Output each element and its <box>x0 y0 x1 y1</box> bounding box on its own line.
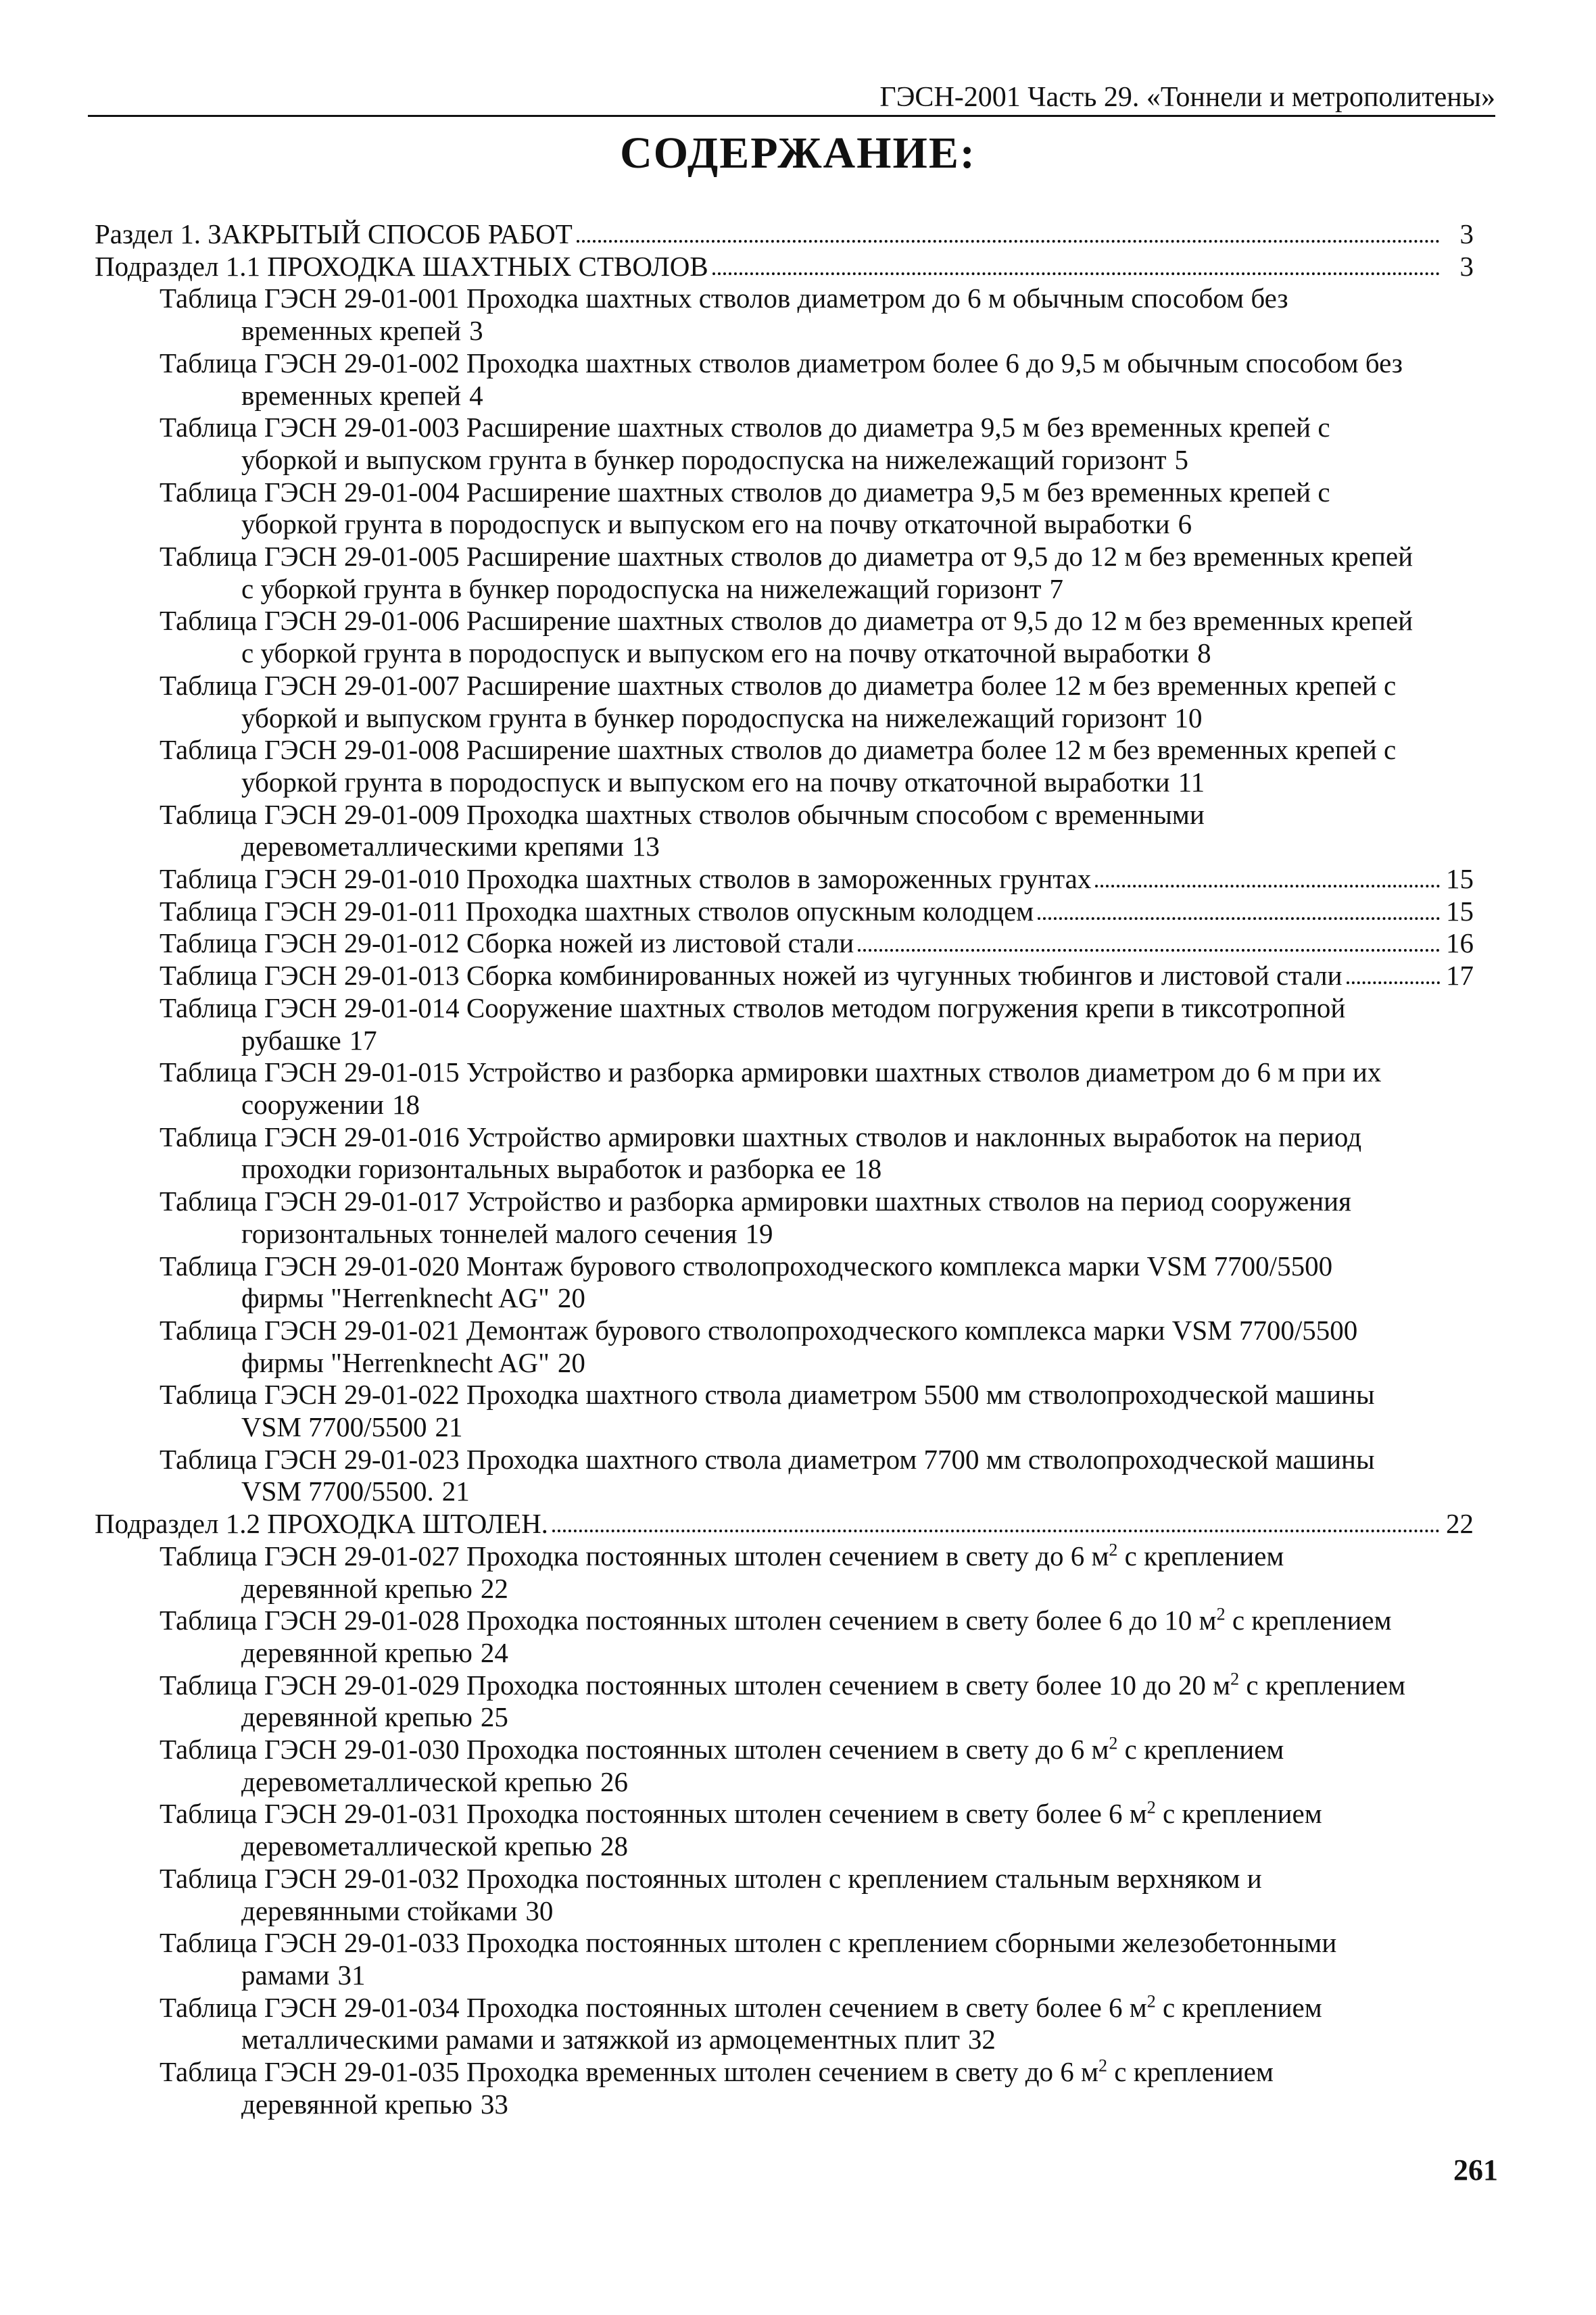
toc-table-entry <box>95 734 1474 798</box>
toc-entry-text: с уборкой грунта в породоспуск и выпуском его на почву откаточной выработки <box>241 637 1190 669</box>
toc-entry-text: Таблица ГЭСН 29-01-004 Расширение шахтных стволов до диаметра 9,5 м без временных крепей с <box>160 476 1330 508</box>
toc-entry-text: Подраздел 1.1 ПРОХОДКА ШАХТНЫХ СТВОЛОВ <box>95 250 708 282</box>
toc-page-number: 8 <box>1197 637 1211 669</box>
toc-page-number: 17 <box>1446 960 1474 992</box>
toc-page-number: 20 <box>557 1346 585 1378</box>
toc-table-entry <box>95 1605 1474 1669</box>
toc-page-number: 10 <box>1174 702 1203 733</box>
toc-entry-text: деревометаллическими крепями <box>241 831 624 862</box>
toc-entry-text: Таблица ГЭСН 29-01-007 Расширение шахтных стволов до диаметра более 12 м без временных крепей с <box>160 669 1397 701</box>
toc-page-number: 16 <box>1446 927 1474 959</box>
toc-table-entry <box>95 412 1474 476</box>
toc-entry-text: проходки горизонтальных выработок и разборка ее <box>241 1153 846 1185</box>
toc-entry-text: Таблица ГЭСН 29-01-009 Проходка шахтных стволов обычным способом с временными <box>160 798 1205 830</box>
page-number: 261 <box>1453 2153 1498 2187</box>
toc-table-entry <box>95 927 1474 960</box>
toc-page-number: 31 <box>337 1959 366 1991</box>
toc-page-number: 20 <box>557 1282 585 1314</box>
toc-entry-text: деревометаллической крепью <box>241 1765 592 1797</box>
toc-section-entry <box>95 251 1474 283</box>
toc-section-entry <box>95 1508 1474 1540</box>
toc-entry-text: Таблица ГЭСН 29-01-016 Устройство армировки шахтных стволов и наклонных выработок на период <box>160 1121 1362 1152</box>
toc-entry-text: Подраздел 1.2 ПРОХОДКА ШТОЛЕН. <box>95 1508 548 1540</box>
toc-entry-text: деревянными стойками <box>241 1895 518 1926</box>
toc-entry-text: Таблица ГЭСН 29-01-035 Проходка временных штолен сечением в свету до 6 $м^2$ с креплением <box>160 2055 1274 2088</box>
toc-entry-text: деревометаллической крепью <box>241 1830 592 1862</box>
toc-page-number: 5 <box>1174 443 1189 475</box>
toc-entry-text: Таблица ГЭСН 29-01-031 Проходка постоянных штолен сечением в свету более 6 $м^2$ с креплением <box>160 1797 1322 1830</box>
toc-table-entry <box>95 283 1474 347</box>
toc-entry-text: Таблица ГЭСН 29-01-021 Демонтаж бурового стволопроходческого комплекса марки VSM 7700/5500 <box>160 1314 1358 1346</box>
toc-entry-text: деревянной крепью <box>241 2088 473 2120</box>
toc-entry-text: временных крепей <box>241 315 462 347</box>
toc-page-number: 4 <box>469 379 483 411</box>
toc-page-number: 21 <box>441 1476 470 1507</box>
toc-table-entry <box>95 605 1474 669</box>
toc-page-number: 21 <box>435 1411 463 1443</box>
toc-entry-text: Таблица ГЭСН 29-01-010 Проходка шахтных стволов в замороженных грунтах <box>160 863 1092 895</box>
toc-table-entry <box>95 2056 1474 2120</box>
dot-leader <box>858 949 1440 952</box>
toc-entry-text: Таблица ГЭСН 29-01-003 Расширение шахтных стволов до диаметра 9,5 м без временных крепей с <box>160 412 1330 443</box>
toc-table-entry <box>95 1670 1474 1734</box>
toc-entry-text: Таблица ГЭСН 29-01-033 Проходка постоянных штолен с креплением сборными железобетонными <box>160 1927 1337 1959</box>
page-title: СОДЕРЖАНИЕ: <box>620 128 976 178</box>
toc-table-entry <box>95 670 1474 734</box>
dot-leader <box>712 272 1440 275</box>
toc-page-number: 32 <box>967 2024 996 2055</box>
toc-table-entry <box>95 1444 1474 1508</box>
toc-table-entry <box>95 799 1474 863</box>
toc-page-number: 17 <box>349 1024 377 1056</box>
toc-page-number: 22 <box>1446 1508 1474 1540</box>
toc-page-number: 24 <box>480 1636 508 1668</box>
dot-leader <box>1347 981 1440 984</box>
toc-entry-text: фирмы "Herrenknecht AG" <box>241 1282 550 1314</box>
toc-table-entry <box>95 992 1474 1056</box>
toc-page-number: 11 <box>1178 766 1205 798</box>
toc-entry-text: металлическими рамами и затяжкой из армоцементных плит <box>241 2024 960 2055</box>
toc-entry-text: временных крепей <box>241 379 462 411</box>
toc-table-entry <box>95 1540 1474 1605</box>
toc-table-entry <box>95 1315 1474 1379</box>
toc-table-entry <box>95 1992 1474 2056</box>
toc-entry-text: Таблица ГЭСН 29-01-014 Сооружение шахтных стволов методом погружения крепи в тиксотропной <box>160 992 1346 1023</box>
toc-entry-text: Таблица ГЭСН 29-01-006 Расширение шахтных стволов до диаметра от 9,5 до 12 м без временных крепей <box>160 605 1413 637</box>
toc-page-number: 3 <box>1459 250 1474 282</box>
toc-table-entry <box>95 1250 1474 1315</box>
toc-entry-text: деревянной крепью <box>241 1572 473 1604</box>
dot-leader <box>1038 917 1440 920</box>
toc-entry-text: Таблица ГЭСН 29-01-023 Проходка шахтного ствола диаметром 7700 мм стволопроходческой машины <box>160 1443 1375 1475</box>
toc-table-entry <box>95 863 1474 896</box>
toc-table-entry <box>95 1734 1474 1798</box>
toc-entry-text: Таблица ГЭСН 29-01-001 Проходка шахтных стволов диаметром до 6 м обычным способом без <box>160 283 1288 314</box>
dot-leader <box>552 1530 1440 1532</box>
toc-page-number: 22 <box>480 1572 508 1604</box>
toc-table-entry <box>95 477 1474 541</box>
toc-entry-text: VSM 7700/5500. <box>241 1476 434 1507</box>
toc-entry-text: Таблица ГЭСН 29-01-005 Расширение шахтных стволов до диаметра от 9,5 до 12 м без временных крепей <box>160 541 1413 572</box>
toc-entry-text: с уборкой грунта в бункер породоспуска на нижележащий горизонт <box>241 572 1042 604</box>
toc-entry-text: деревянной крепью <box>241 1701 473 1733</box>
toc-page-number: 33 <box>480 2088 508 2120</box>
toc-entry-text: Таблица ГЭСН 29-01-012 Сборка ножей из листовой стали <box>160 927 854 959</box>
toc-page-number: 15 <box>1446 895 1474 927</box>
toc-page-number: 3 <box>1459 218 1474 249</box>
toc-entry-text: Таблица ГЭСН 29-01-028 Проходка постоянных штолен сечением в свету более 6 до 10 $м^2$ с креплением <box>160 1604 1392 1636</box>
dot-leader <box>577 240 1440 243</box>
toc-entry-text: Таблица ГЭСН 29-01-022 Проходка шахтного ствола диаметром 5500 мм стволопроходческой машины <box>160 1379 1375 1411</box>
toc-entry-text: уборкой грунта в породоспуск и выпуском его на почву откаточной выработки <box>241 508 1170 540</box>
toc-page-number: 13 <box>631 831 660 862</box>
toc-page-number: 28 <box>600 1830 628 1862</box>
toc-table-entry <box>95 1927 1474 1991</box>
toc-entry-text: Таблица ГЭСН 29-01-034 Проходка постоянных штолен сечением в свету более 6 $м^2$ с креплением <box>160 1991 1322 2023</box>
toc-entry-text: Таблица ГЭСН 29-01-011 Проходка шахтных стволов опускным колодцем <box>160 895 1034 927</box>
toc-page-number: 25 <box>480 1701 508 1733</box>
toc-entry-text: Таблица ГЭСН 29-01-013 Сборка комбинированных ножей из чугунных тюбингов и листовой стали <box>160 960 1343 992</box>
toc-table-entry <box>95 1121 1474 1186</box>
toc-table-entry <box>95 347 1474 412</box>
toc-entry-text: уборкой грунта в породоспуск и выпуском его на почву откаточной выработки <box>241 766 1170 798</box>
toc-entry-text: Таблица ГЭСН 29-01-015 Устройство и разборка армировки шахтных стволов диаметром до 6 м при их <box>160 1056 1382 1088</box>
toc-page-number: 6 <box>1178 508 1192 540</box>
toc-page-number: 18 <box>391 1088 420 1120</box>
toc-entry-text: Таблица ГЭСН 29-01-029 Проходка постоянных штолен сечением в свету более 10 до 20 $м^2$ с креплением <box>160 1668 1406 1701</box>
toc-entry-text: фирмы "Herrenknecht AG" <box>241 1346 550 1378</box>
toc-page-number: 18 <box>854 1153 882 1185</box>
toc-entry-text: Раздел 1. ЗАКРЫТЫЙ СПОСОБ РАБОТ <box>95 218 573 249</box>
toc-page-number: 30 <box>525 1895 554 1926</box>
toc-entry-text: Таблица ГЭСН 29-01-027 Проходка постоянных штолен сечением в свету до 6 $м^2$ с креплением <box>160 1540 1284 1571</box>
toc-table-entry <box>95 1798 1474 1862</box>
toc-entry-text: Таблица ГЭСН 29-01-032 Проходка постоянных штолен с креплением стальным верхняком и <box>160 1862 1262 1894</box>
toc-entry-text: рамами <box>241 1959 330 1991</box>
toc-page-number: 26 <box>600 1765 628 1797</box>
header-rule <box>88 115 1495 117</box>
toc-table-entry <box>95 960 1474 992</box>
toc-entry-text: Таблица ГЭСН 29-01-030 Проходка постоянных штолен сечением в свету до 6 $м^2$ с креплением <box>160 1733 1284 1765</box>
toc-table-entry <box>95 1863 1474 1927</box>
toc-table-entry <box>95 1056 1474 1121</box>
toc-entry-text: Таблица ГЭСН 29-01-002 Проходка шахтных стволов диаметром более 6 до 9,5 м обычным способом без <box>160 347 1403 379</box>
toc-table-entry <box>95 1379 1474 1443</box>
toc-entry-text: Таблица ГЭСН 29-01-017 Устройство и разборка армировки шахтных стволов на период сооружения <box>160 1186 1351 1217</box>
toc-entry-text: деревянной крепью <box>241 1636 473 1668</box>
toc-page-number: 15 <box>1446 863 1474 895</box>
toc-entry-text: уборкой и выпуском грунта в бункер породоспуска на нижележащий горизонт <box>241 702 1167 733</box>
toc-entry-text: сооружении <box>241 1088 384 1120</box>
toc-page-number: 3 <box>469 315 483 347</box>
toc-entry-text: Таблица ГЭСН 29-01-020 Монтаж бурового стволопроходческого комплекса марки VSM 7700/5500 <box>160 1250 1333 1282</box>
toc-page-number: 7 <box>1049 572 1063 604</box>
toc-entry-text: горизонтальных тоннелей малого сечения <box>241 1217 737 1249</box>
toc-entry-text: рубашке <box>241 1024 341 1056</box>
toc-page-number: 19 <box>745 1217 773 1249</box>
toc-entry-text: уборкой и выпуском грунта в бункер породоспуска на нижележащий горизонт <box>241 443 1167 475</box>
running-header: ГЭСН-2001 Часть 29. «Тоннели и метрополитены» <box>879 82 1495 113</box>
toc-table-entry <box>95 1186 1474 1250</box>
toc-section-entry <box>95 218 1474 251</box>
toc-table-entry <box>95 541 1474 605</box>
table-of-contents <box>95 218 1474 2120</box>
toc-entry-text: Таблица ГЭСН 29-01-008 Расширение шахтных стволов до диаметра более 12 м без временных крепей с <box>160 734 1397 766</box>
toc-table-entry <box>95 896 1474 928</box>
toc-entry-text: VSM 7700/5500 <box>241 1411 427 1443</box>
dot-leader <box>1095 885 1440 887</box>
